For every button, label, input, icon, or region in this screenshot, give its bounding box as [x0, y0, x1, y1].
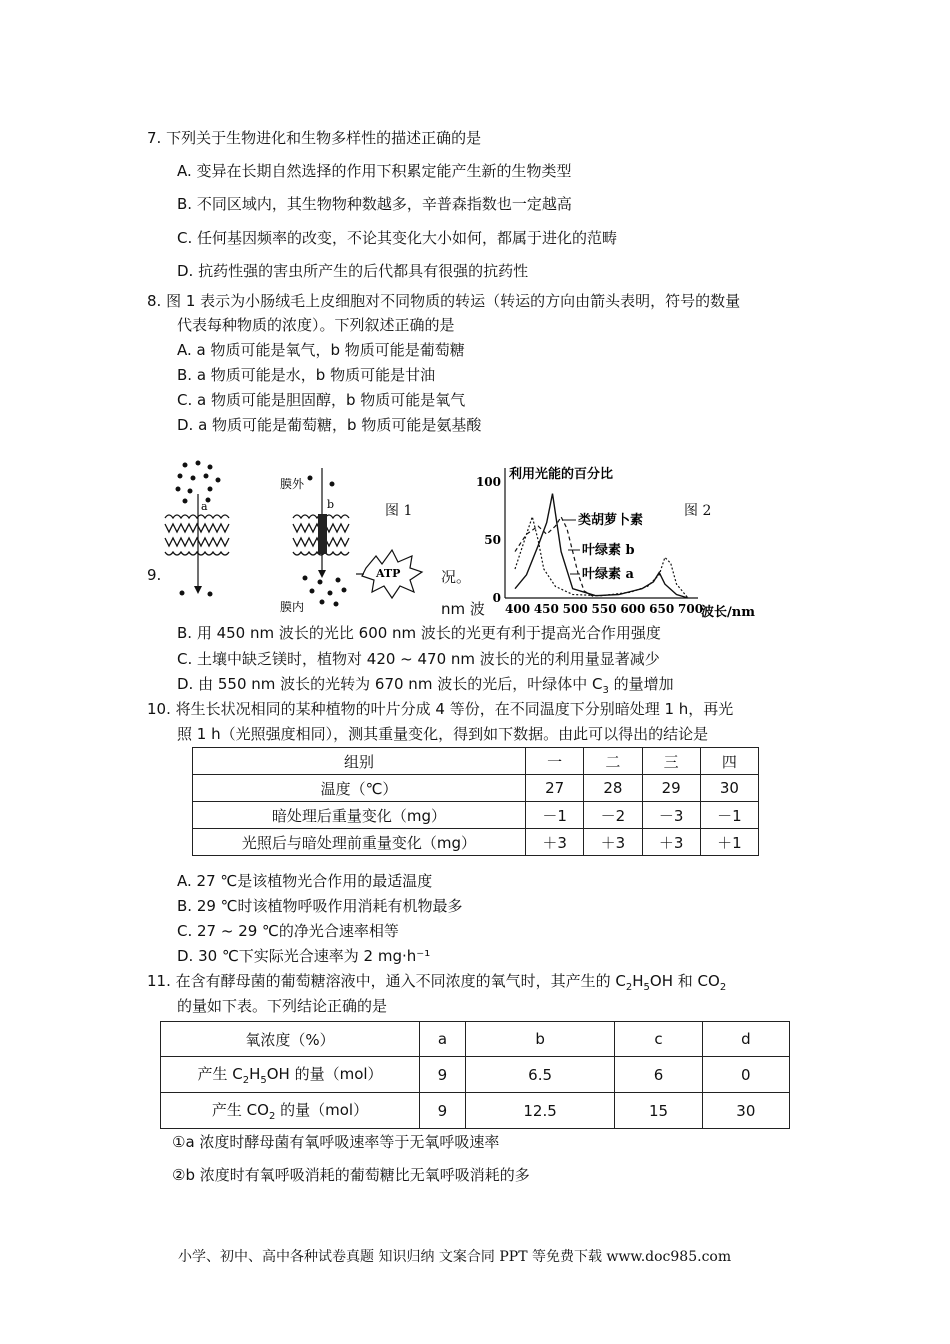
q10-option-b: B. 29 ℃时该植物呼吸作用消耗有机物最多 — [177, 897, 463, 915]
table-row — [161, 1022, 790, 1057]
table-row — [161, 1057, 790, 1093]
q9-fragment-2: nm 波 — [441, 600, 485, 618]
q9-number: 9. — [147, 566, 162, 584]
x-tick-label: 550 — [591, 602, 617, 616]
label-outside: 膜外 — [280, 477, 305, 491]
figure-2-caption: 图 2 — [684, 503, 712, 519]
table-cell: 温度（℃） — [193, 775, 526, 802]
q11-stem-line1: 11. 在含有酵母菌的葡萄糖溶液中，通入不同浓度的氧气时，其产生的 $C_2H_5OH$ 和 $CO_2$ — [147, 972, 727, 993]
table-cell: 氧浓度（%） — [161, 1022, 420, 1057]
label-a: a — [201, 500, 208, 513]
x-tick-label: 700 — [678, 602, 704, 616]
page-footer: 小学、初中、高中各种试卷真题 知识归纳 文案合同 PPT 等免费下载 www.doc985.com — [178, 1249, 732, 1265]
table-cell: b — [465, 1022, 615, 1057]
table-cell: 产生 $C_2H_5OH$ 的量（mol） — [161, 1057, 420, 1093]
q7-stem: 7. 下列关于生物进化和生物多样性的描述正确的是 — [147, 129, 482, 147]
q10-option-c: C. 27 ~ 29 ℃的净光合速率相等 — [177, 922, 399, 940]
table-row — [193, 775, 759, 802]
table-cell: 30 — [702, 1093, 789, 1129]
table-row — [193, 802, 759, 829]
right-outside-dots — [308, 476, 335, 487]
q8-stem-line2: 代表每种物质的浓度）。下列叙述正确的是 — [177, 316, 455, 334]
table-cell: 6 — [615, 1057, 702, 1093]
figure-1-caption: 图 1 — [385, 503, 413, 519]
curve-label-chlorophyll-b: 叶绿素 b — [582, 543, 635, 558]
chart-ylabel: 利用光能的百分比 — [509, 467, 614, 482]
q10-data-table — [192, 747, 759, 856]
q11-stem-line2: 的量如下表。下列结论正确的是 — [177, 997, 388, 1015]
q9-option-c: C. 土壤中缺乏镁时，植物对 420 ~ 470 nm 波长的光的利用量显著减少 — [177, 650, 660, 668]
table-cell: 9 — [420, 1093, 466, 1129]
table-row — [161, 1093, 790, 1129]
table-cell: 27 — [526, 775, 584, 802]
table-row — [193, 748, 759, 775]
x-tick-label: 500 — [562, 602, 588, 616]
chart-xlabel: 波长/nm — [701, 605, 755, 620]
x-tick-label: 400 — [505, 602, 531, 616]
table-cell: ＋1 — [700, 829, 758, 856]
carrier-protein — [318, 514, 327, 554]
figure-1-membrane-transport — [160, 458, 460, 618]
q10-stem-line2: 照 1 h（光照强度相同），测其重量变化，得到如下数据。由此可以得出的结论是 — [177, 725, 709, 743]
x-tick-label: 600 — [620, 602, 646, 616]
q10-option-a: A. 27 ℃是该植物光合作用的最适温度 — [177, 872, 433, 890]
arrow-b-head — [318, 570, 326, 578]
table-cell: ＋3 — [526, 829, 584, 856]
table-cell: 29 — [642, 775, 700, 802]
table-cell: ＋3 — [642, 829, 700, 856]
table-cell: 光照后与暗处理前重量变化（mg） — [193, 829, 526, 856]
q11-statement-1: ①a 浓度时酵母菌有氧呼吸速率等于无氧呼吸速率 — [172, 1133, 500, 1151]
q8-stem-line1: 8. 图 1 表示为小肠绒毛上皮细胞对不同物质的转运（转运的方向由箭头表明，符号的数量 — [147, 292, 741, 310]
curve-label-carotenoid: 类胡萝卜素 — [578, 513, 644, 528]
q7-option-b: B. 不同区域内，其生物物种数越多，辛普森指数也一定越高 — [177, 195, 572, 213]
table-cell: －1 — [526, 802, 584, 829]
atp-label: ATP — [376, 567, 401, 580]
table-row — [193, 829, 759, 856]
table-cell: －3 — [642, 802, 700, 829]
q7-option-a: A. 变异在长期自然选择的作用下积累定能产生新的生物类型 — [177, 162, 572, 180]
q8-option-d: D. a 物质可能是葡萄糖，b 物质可能是氨基酸 — [177, 416, 482, 434]
label-b: b — [327, 498, 335, 511]
table-cell: 四 — [700, 748, 758, 775]
figure-2-absorption-chart — [472, 462, 762, 624]
q11-statement-2: ②b 浓度时有氧呼吸消耗的葡萄糖比无氧呼吸消耗的多 — [172, 1166, 530, 1184]
table-cell: －2 — [584, 802, 642, 829]
q7-option-d: D. 抗药性强的害虫所产生的后代都具有很强的抗药性 — [177, 262, 529, 280]
table-cell: d — [702, 1022, 789, 1057]
table-cell: ＋3 — [584, 829, 642, 856]
q8-option-c: C. a 物质可能是胆固醇，b 物质可能是氧气 — [177, 391, 466, 409]
x-tick-label: 450 — [533, 602, 559, 616]
left-lipid-bilayer — [165, 515, 229, 555]
table-cell: 暗处理后重量变化（mg） — [193, 802, 526, 829]
table-cell: a — [420, 1022, 466, 1057]
x-tick-label: 650 — [649, 602, 675, 616]
q10-option-d: D. 30 ℃下实际光合速率为 2 mg·h⁻¹ — [177, 947, 431, 965]
table-cell: 三 — [642, 748, 700, 775]
q10-stem-line1: 10. 将生长状况相同的某种植物的叶片分成 4 等份，在不同温度下分别暗处理 1 h，再光 — [147, 700, 734, 718]
table-cell: 二 — [584, 748, 642, 775]
table-cell: 28 — [584, 775, 642, 802]
table-cell: －1 — [700, 802, 758, 829]
table-cell: 产生 $CO_2$ 的量（mol） — [161, 1093, 420, 1129]
q9-option-b: B. 用 450 nm 波长的光比 600 nm 波长的光更有利于提高光合作用强度 — [177, 624, 661, 642]
y-tick-label: 50 — [484, 533, 501, 547]
q9-option-d: D. 由 550 nm 波长的光转为 670 nm 波长的光后，叶绿体中 $C_3$ 的量增加 — [177, 675, 674, 696]
left-inside-dots — [180, 591, 213, 597]
table-cell: 0 — [702, 1057, 789, 1093]
q7-option-c: C. 任何基因频率的改变，不论其变化大小如何，都属于进化的范畴 — [177, 229, 618, 247]
table-cell: 15 — [615, 1093, 702, 1129]
curve-label-chlorophyll-a: 叶绿素 a — [582, 567, 634, 582]
arrow-a-head — [194, 586, 202, 594]
q8-option-a: A. a 物质可能是氧气，b 物质可能是葡萄糖 — [177, 341, 465, 359]
table-cell: 30 — [700, 775, 758, 802]
table-cell: 12.5 — [465, 1093, 615, 1129]
y-tick-label: 100 — [475, 475, 501, 489]
q9-fragment-1: 况。 — [441, 568, 472, 586]
right-inside-dots — [303, 576, 347, 607]
q11-data-table — [160, 1021, 790, 1129]
table-cell: 一 — [526, 748, 584, 775]
label-inside: 膜内 — [280, 600, 305, 614]
q8-option-b: B. a 物质可能是水，b 物质可能是甘油 — [177, 366, 436, 384]
table-cell: 组别 — [193, 748, 526, 775]
table-cell: 6.5 — [465, 1057, 615, 1093]
table-cell: c — [615, 1022, 702, 1057]
table-cell: 9 — [420, 1057, 466, 1093]
y-tick-label: 0 — [492, 591, 501, 605]
